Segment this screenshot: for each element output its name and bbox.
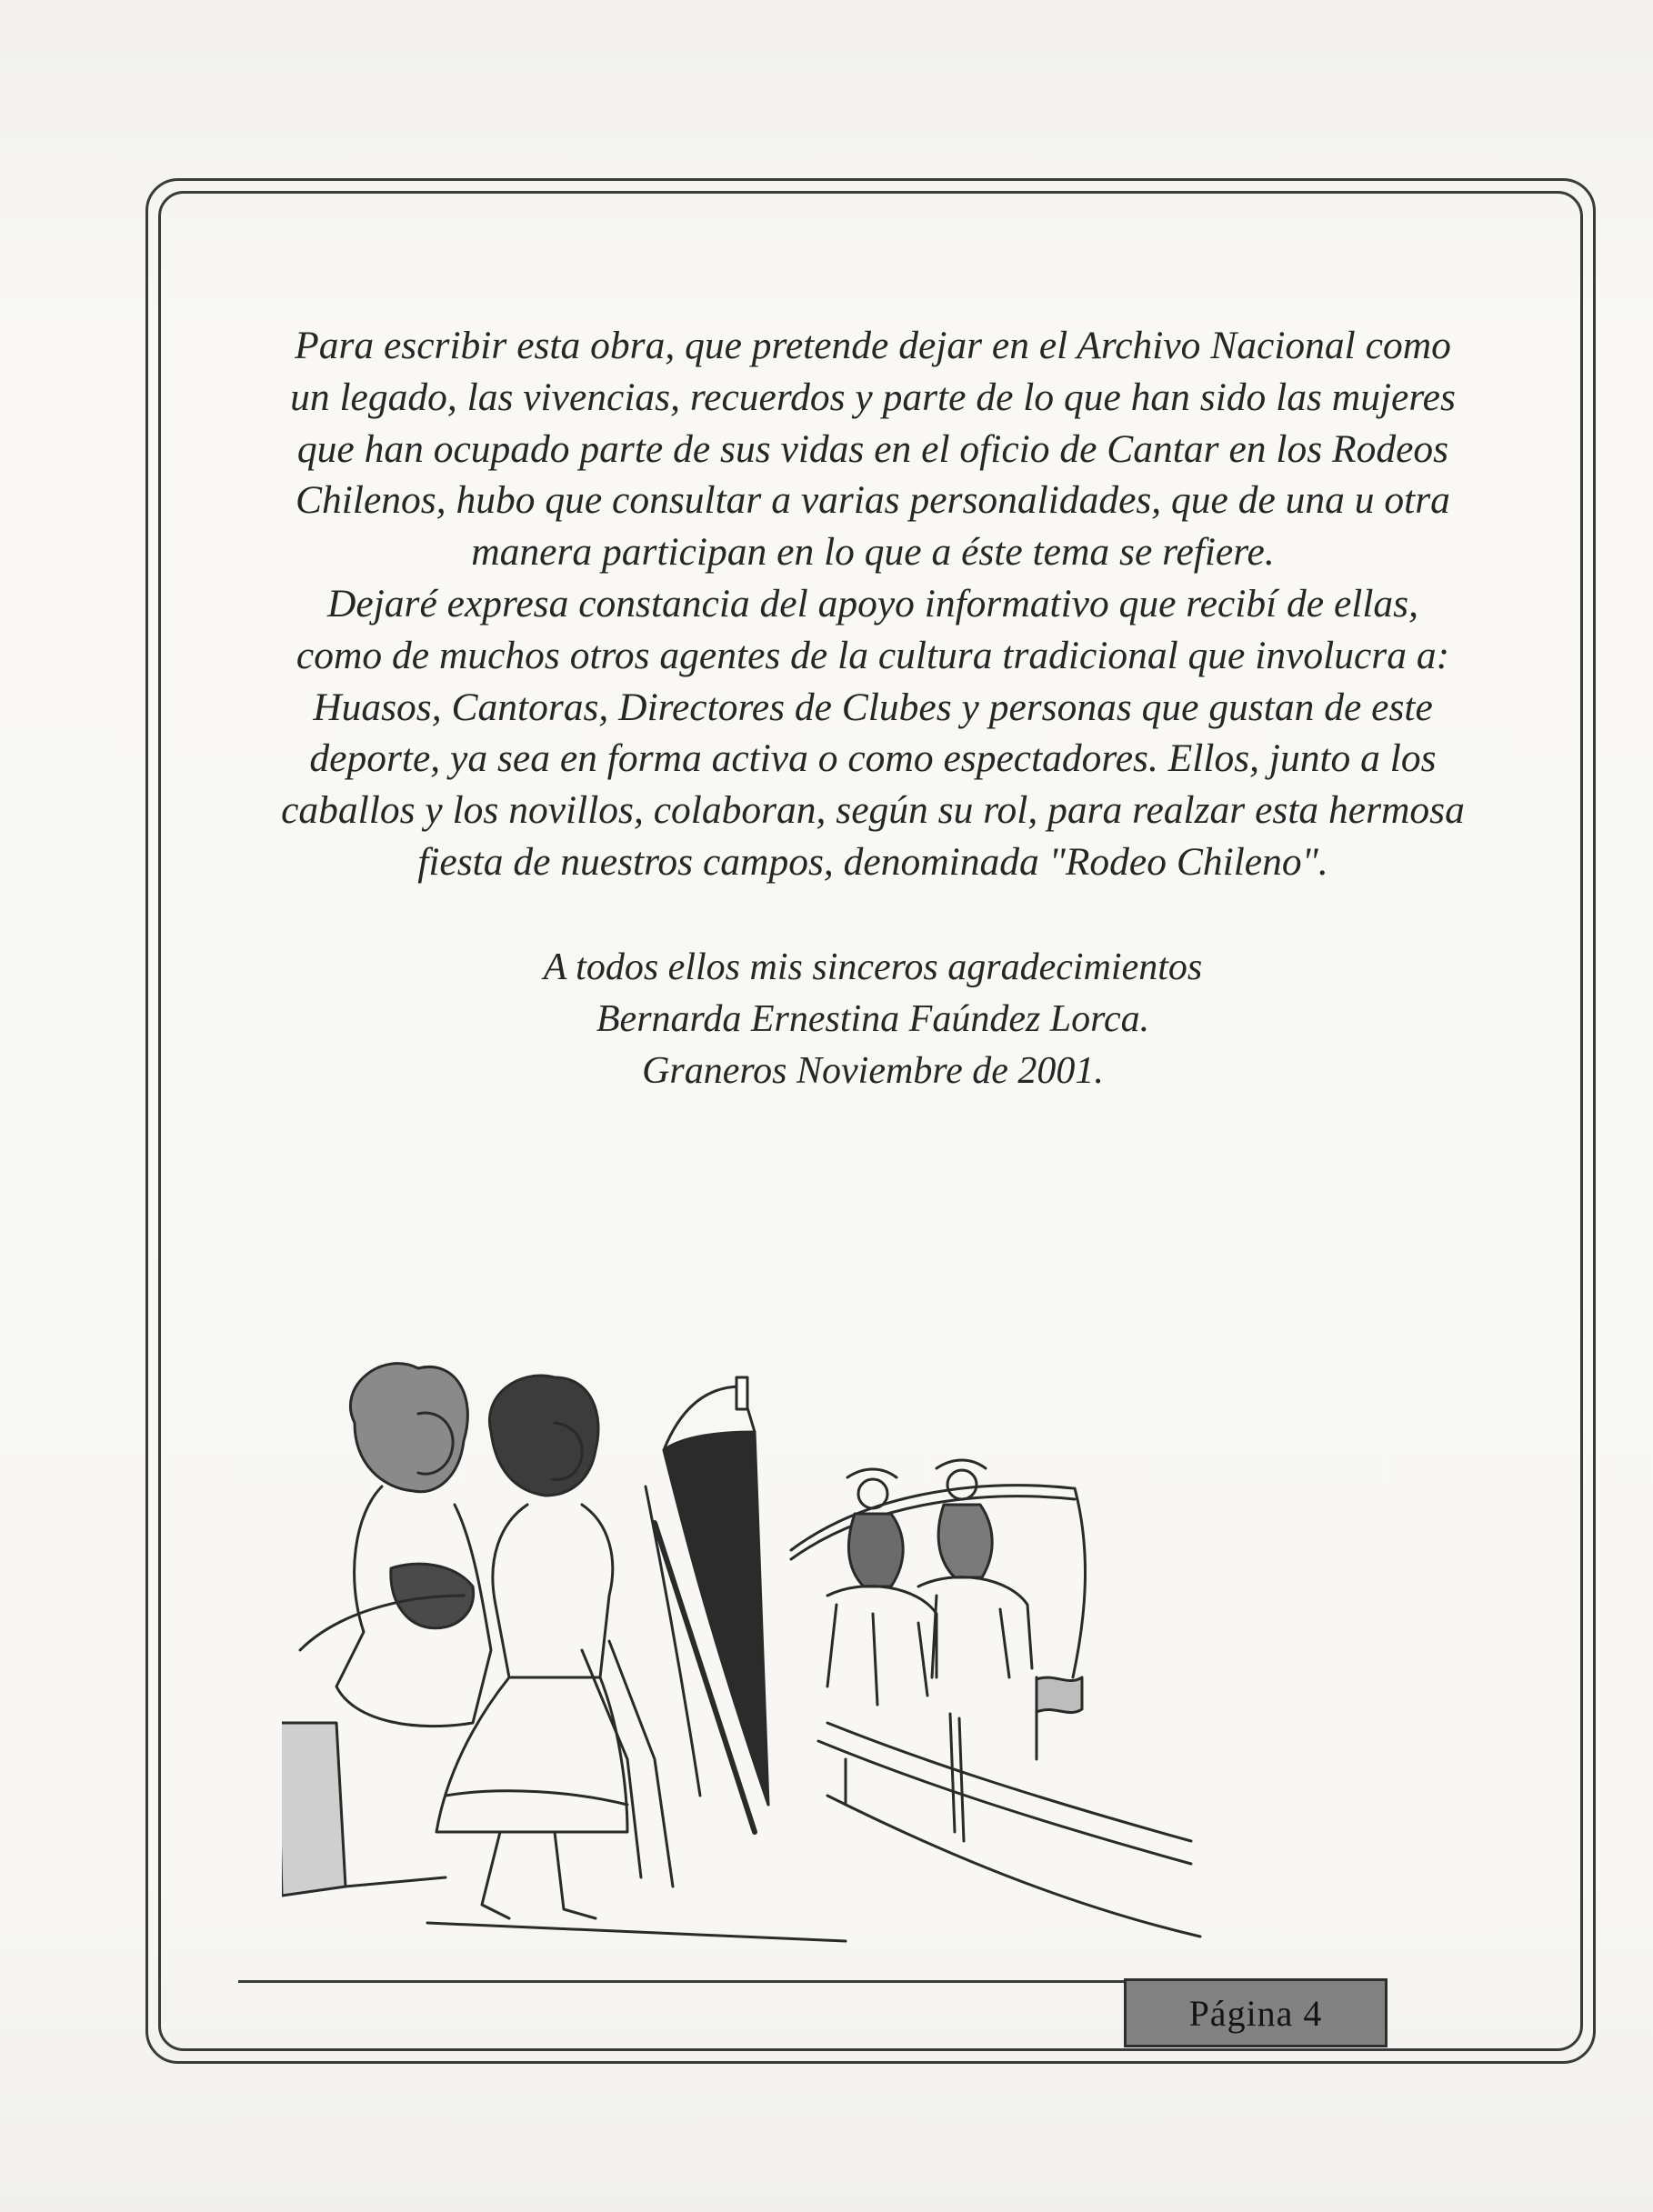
- body-line-5: manera participan en lo que a éste tema se refiere.: [471, 530, 1275, 575]
- chilean-flag: [1037, 1677, 1082, 1759]
- dedication-text: [209, 320, 1537, 888]
- body-line-10: caballos y los novillos, colaboran, según su rol, para realzar esta hermosa: [281, 788, 1465, 833]
- rodeo-singers-illustration: [282, 1250, 1209, 1959]
- body-line-3: que han ocupado parte de sus vidas en el oficio de Cantar en los Rodeos: [296, 426, 1449, 471]
- body-line-8: Huasos, Cantoras, Directores de Clubes y personas que gustan de este: [313, 685, 1433, 729]
- author-name: Bernarda Ernestina Faúndez Lorca.: [596, 998, 1150, 1040]
- harpist: [436, 1376, 673, 1918]
- body-line-6: Dejaré expresa constancia del apoyo informativo que recibí de ellas,: [327, 581, 1418, 626]
- body-line-4: Chilenos, hubo que consultar a varias personalidades, que de una u otra: [296, 478, 1450, 523]
- page-number: Página 4: [1188, 1992, 1323, 2034]
- body-line-1: Para escribir esta obra, que pretende dejar en el Archivo Nacional como: [295, 324, 1451, 367]
- place-date: Graneros Noviembre de 2001.: [642, 1050, 1104, 1092]
- thanks-line: A todos ellos mis sinceros agradecimientos: [543, 946, 1203, 988]
- singer-with-guitar: [282, 1364, 491, 1896]
- body-line-7: como de muchos otros agentes de la cultura tradicional que involucra a:: [296, 633, 1450, 677]
- page-number-box: [1124, 1978, 1388, 2047]
- body-line-9: deporte, ya sea en forma activa o como espectadores. Ellos, junto a los: [309, 736, 1437, 781]
- harp: [646, 1377, 768, 1832]
- signature-block: [209, 942, 1537, 1097]
- body-line-2: un legado, las vivencias, recuerdos y parte de lo que han sido las mujeres: [290, 375, 1456, 419]
- ground-line: [427, 1923, 846, 1941]
- body-line-11: fiesta de nuestros campos, denominada "Rodeo Chileno".: [417, 839, 1328, 884]
- footer-rule: [238, 1980, 1124, 1983]
